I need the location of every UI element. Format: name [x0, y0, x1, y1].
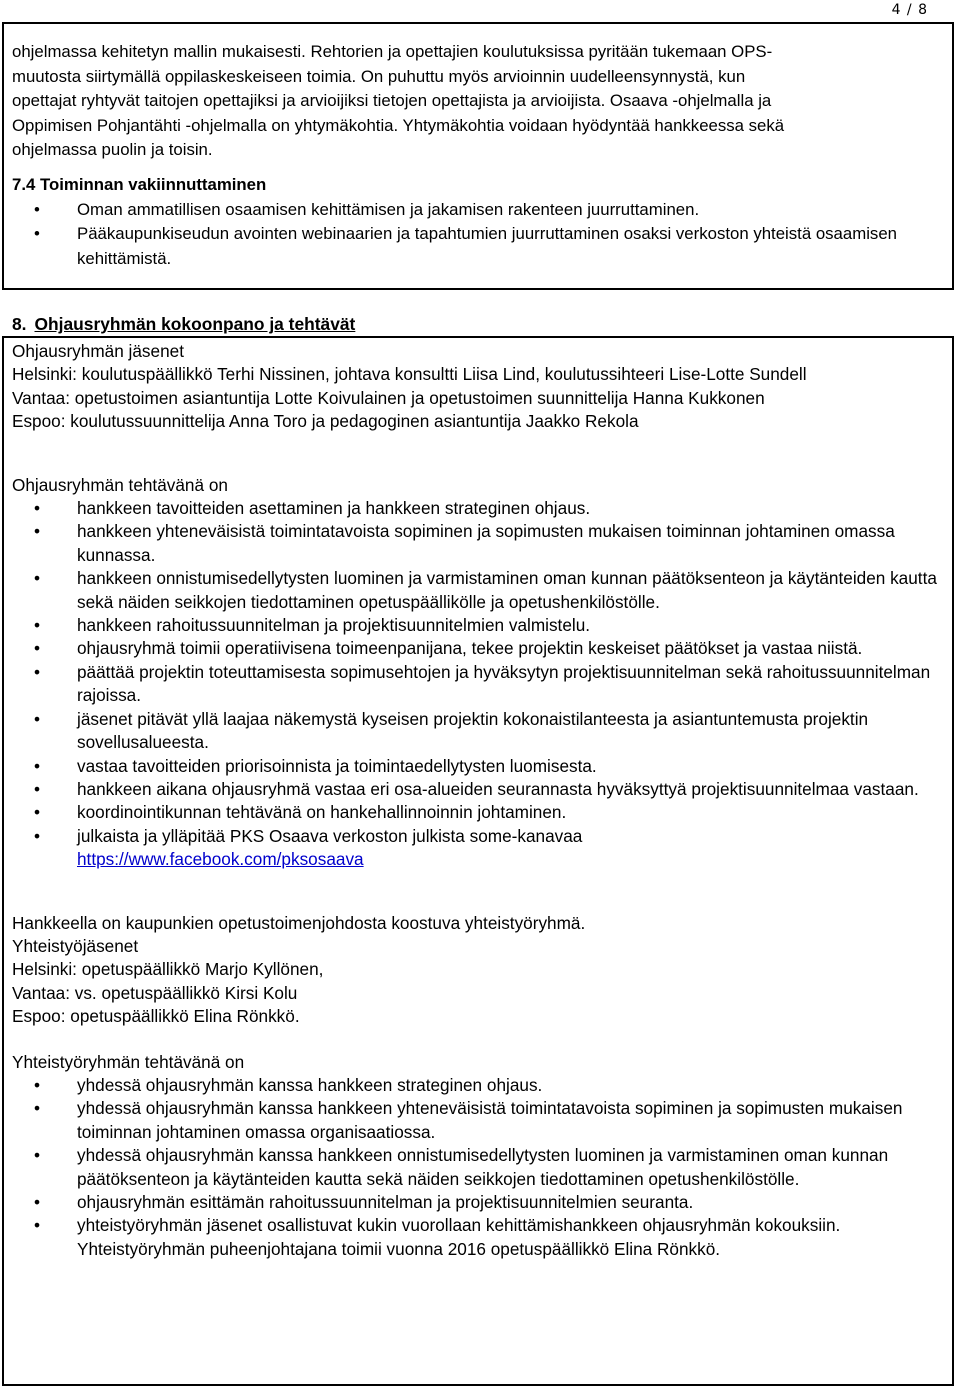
cooperation-tasks-heading: Yhteistyöryhmän tehtävänä on [12, 1051, 245, 1072]
list-item: • hankkeen onnistumisedellytysten luominen ja varmistaminen oman kunnan päätöksenteon ja käytänteiden kautta sekä näiden seikkojen tiedottaminen opetuspäällikölle ja opetushenkilöstölle. [12, 567, 944, 614]
cooperation-member-line: Espoo: opetuspäällikkö Elina Rönkkö. [12, 1006, 300, 1027]
tasks-heading: Ohjausryhmän tehtävänä on [12, 474, 228, 495]
member-line: Espoo: koulutussuunnittelija Anna Toro ja pedagoginen asiantuntija Jaakko Rekola [12, 411, 639, 432]
list-item: • hankkeen yhteneväisistä toimintatavoista sopiminen ja sopimusten mukaisen toiminnan johtaminen omassa kunnassa. [12, 520, 944, 567]
list-item: • koordinointikunnan tehtävänä on hankehallinnoinnin johtaminen. [12, 801, 944, 824]
list-item: • päättää projektin toteuttamisesta sopimusehtojen ja hyväksytyn projektisuunnitelman sekä rahoitussuunnitelman rajoissa. [12, 661, 944, 708]
bullet-list [12, 198, 944, 272]
spacer [12, 434, 944, 474]
list-item: • jäsenet pitävät yllä laajaa näkemystä kyseisen projektin kokonaistilanteesta ja asiantuntemusta projektin sovellusalueesta. [12, 708, 944, 755]
list-item: • yhdessä ohjausryhmän kanssa hankkeen yhteneväisistä toimintatavoista sopiminen ja sopimusten mukaisen toiminnan johtaminen omassa organisaatiossa. [12, 1097, 944, 1144]
list-item: • Pääkaupunkiseudun avointen webinaarien ja tapahtumien juurruttaminen osaksi verkoston yhteistä osaamisen kehittämistä. [12, 222, 944, 271]
intro-line: ohjelmassa puolin ja toisin. [12, 140, 213, 160]
list-item: • yhdessä ohjausryhmän kanssa hankkeen onnistumisedellytysten luominen ja varmistaminen oman kunnan päätöksenteon ja käytänteiden kautta sekä näiden seikkojen tiedottaminen opetushenkilöstölle. [12, 1144, 944, 1191]
members-heading: Ohjausryhmän jäsenet [12, 341, 184, 361]
facebook-link[interactable]: https://www.facebook.com/pksosaava [77, 849, 364, 870]
list-item [12, 825, 944, 872]
intro-line: opettajat ryhtyvät taitojen opettajiksi ja arvioijiksi tietojen opettajista ja arvioijista. Osaava -ohjelmalla ja [12, 91, 772, 111]
cooperation-task-list [12, 1074, 944, 1261]
list-item: • yhteistyöryhmän jäsenet osallistuvat kukin vuorollaan kehittämishankkeen ohjausryhmän kokouksiin. Yhteistyöryhmän puheenjohtajana toimii vuonna 2016 opetuspäällikkö Elina Rönkkö. [12, 1214, 944, 1261]
section-7-box [2, 22, 954, 290]
section-heading-8 [12, 313, 355, 336]
page-number: 4 / 8 [891, 2, 928, 18]
list-item: • yhdessä ohjausryhmän kanssa hankkeen strateginen ohjaus. [12, 1074, 944, 1097]
section-8-box [2, 336, 954, 1386]
member-line: Vantaa: opetustoimen asiantuntija Lotte Koivulainen ja opetustoimen suunnittelija Hanna Kukkonen [12, 387, 765, 408]
spacer [12, 1029, 944, 1051]
cooperation-member-line: Helsinki: opetuspäällikkö Marjo Kyllönen, [12, 959, 324, 980]
list-item: • ohjausryhmä toimii operatiivisena toimeenpanijana, tekee projektin keskeiset päätökset ja vastaa niistä. [12, 637, 944, 660]
intro-line: ohjelmassa kehitetyn mallin mukaisesti. Rehtorien ja opettajien koulutuksissa pyritään tukemaan OPS- [12, 42, 773, 61]
spacer [12, 872, 944, 912]
cooperation-intro: Hankkeella on kaupunkien opetustoimenjohdosta koostuva yhteistyöryhmä. [12, 912, 586, 933]
member-line: Helsinki: koulutuspäällikkö Terhi Nissinen, johtava konsultti Liisa Lind, koulutussihteeri Lise-Lotte Sundell [12, 364, 807, 385]
list-item: • ohjausryhmän esittämän rahoitussuunnitelman ja projektisuunnitelmien seuranta. [12, 1191, 944, 1214]
subsection-heading-7-4: 7.4 Toiminnan vakiinnuttaminen [12, 174, 267, 194]
list-item: • Oman ammatillisen osaamisen kehittämisen ja jakamisen rakenteen juurruttaminen. [12, 198, 944, 223]
list-item: • hankkeen rahoitussuunnitelman ja projektisuunnitelmien valmistelu. [12, 614, 944, 637]
cooperation-member-line: Vantaa: vs. opetuspäällikkö Kirsi Kolu [12, 982, 298, 1003]
task-list [12, 497, 944, 872]
cooperation-members-heading: Yhteistyöjäsenet [12, 935, 139, 956]
section-number: 8. [12, 314, 27, 334]
intro-line: Oppimisen Pohjantähti -ohjelmalla on yhtymäkohtia. Yhtymäkohtia voidaan hyödyntää hankkeessa sekä [12, 115, 785, 135]
list-item: • hankkeen aikana ohjausryhmä vastaa eri osa-alueiden seurannasta hyväksyttyä projektisuunnitelmaa vastaan. [12, 778, 944, 801]
list-item: • hankkeen tavoitteiden asettaminen ja hankkeen strateginen ohjaus. [12, 497, 944, 520]
list-item-text: julkaista ja ylläpitää PKS Osaava verkoston julkista some-kanavaa [77, 825, 583, 846]
intro-line: muutosta siirtymällä oppilaskeskeiseen toimia. On puhuttu myös arvioinnin uudelleensynnystä, kun [12, 66, 746, 86]
list-item: • vastaa tavoitteiden priorisoinnista ja toimintaedellytysten luomisesta. [12, 755, 944, 778]
section-title: Ohjausryhmän kokoonpano ja tehtävät [34, 314, 356, 334]
